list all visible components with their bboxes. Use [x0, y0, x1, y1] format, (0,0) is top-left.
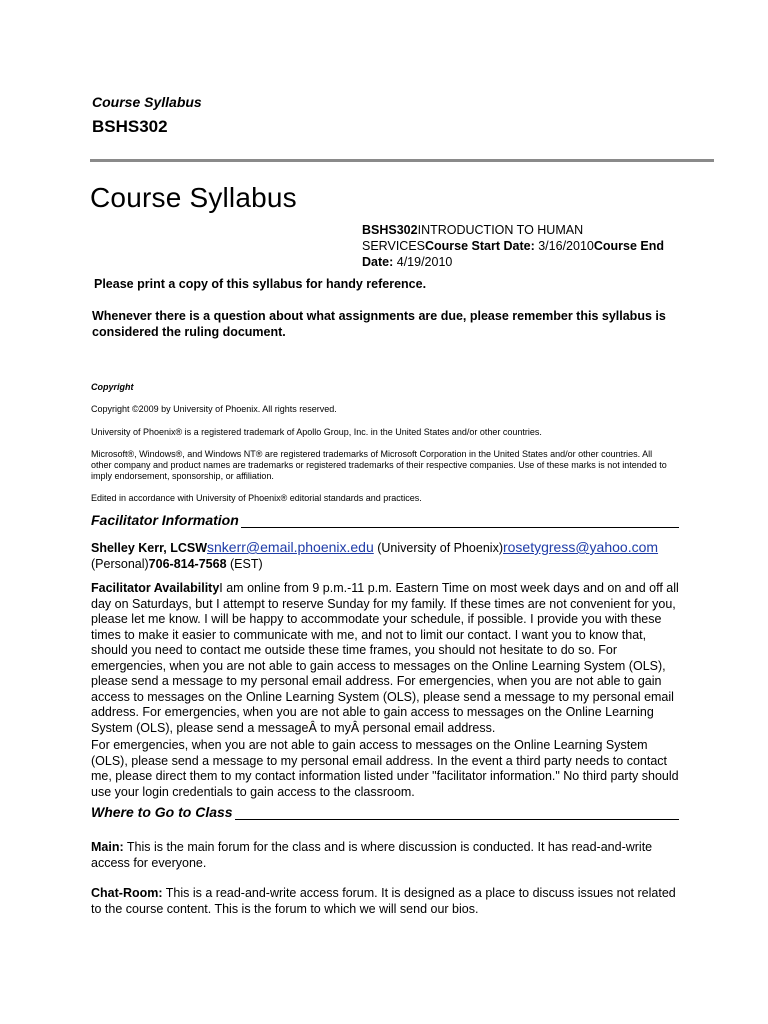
- where-heading: [91, 804, 679, 820]
- course-code: BSHS302: [362, 223, 418, 237]
- personal-note: (Personal): [91, 556, 149, 571]
- chat-text: This is a read-and-write access forum. It is designed as a place to discuss issues not related to the course content. This is the forum to which we will send our bios.: [91, 886, 676, 916]
- course-start-date: 3/16/2010: [538, 239, 594, 253]
- heading-underline: [235, 807, 679, 820]
- print-note: Please print a copy of this syllabus for handy reference.: [94, 277, 427, 291]
- where-heading-text: Where to Go to Class: [91, 804, 233, 820]
- timezone: (EST): [226, 556, 263, 571]
- facilitator-contact: [91, 540, 691, 572]
- ruling-note: Whenever there is a question about what assignments are due, please remember this syllabus is considered the ruling document.: [92, 309, 666, 339]
- microsoft-trademark-line: Microsoft®, Windows®, and Windows NT® are registered trademarks of Microsoft Corporation in the United States and/or other countries. All other company and product names are trademarks or registered trademarks of their respective companies. Use of these marks is not intended to imply endorsement, sponsorship, or affiliation.: [91, 449, 667, 481]
- editorial-line: Edited in accordance with University of Phoenix® editorial standards and practices.: [91, 493, 422, 503]
- header-divider: [90, 159, 714, 162]
- copyright-heading: Copyright: [91, 382, 134, 392]
- facilitator-name: Shelley Kerr, LCSW: [91, 541, 208, 555]
- main-text: This is the main forum for the class and is where discussion is conducted. It has read-and-write access for everyone.: [91, 840, 653, 870]
- emergency-paragraph: For emergencies, when you are not able to gain access to messages on the Online Learning System (OLS), please send a message to my personal email address. In the event a third party needs to contact me, please direct them to my contact information listed under "facilitator information." No third party should use your login credentials to gain access to the classroom.: [91, 738, 679, 799]
- trademark-line: University of Phoenix® is a registered trademark of Apollo Group, Inc. in the United States and/or other countries.: [91, 427, 542, 437]
- course-info: [362, 222, 682, 270]
- heading-underline: [241, 515, 679, 528]
- chat-room-paragraph: [91, 886, 679, 917]
- course-start-label: Course Start Date:: [425, 239, 535, 253]
- main-forum-paragraph: [91, 840, 679, 871]
- course-end-label: Course End Date:: [362, 239, 664, 269]
- availability-label: Facilitator Availability: [91, 581, 220, 595]
- page-title: Course Syllabus: [90, 182, 297, 213]
- copyright-line: Copyright ©2009 by University of Phoenix. All rights reserved.: [91, 404, 337, 414]
- chat-label: Chat-Room:: [91, 886, 163, 900]
- availability-paragraph: [91, 581, 679, 736]
- facilitator-heading: [91, 512, 679, 528]
- facilitator-heading-text: Facilitator Information: [91, 512, 239, 528]
- course-end-date: 4/19/2010: [396, 255, 453, 269]
- course-name: INTRODUCTION TO HUMAN SERVICES: [362, 223, 584, 253]
- availability-text: I am online from 9 p.m.-11 p.m. Eastern Time on most week days and on and off all day on Saturdays, but I attempt to reserve Sunday for my family. If these times are not convenient for you, please let me know. I will be happy to accommodate your schedule, if possible. I provide you with these times to make it easier to communicate with me, and not to limit our contact. I want you to know that, should you need to contact me outside these time frames, you should not hesitate to do so. For emergencies, when you are not able to gain access to messages on the Online Learning System (OLS), please send a message to my personal email address. For emergencies, when you are not able to gain access to messages on the Online Learning System (OLS), please send a message to my personal email address. For emergencies, when you are not able to gain access to messages on the Online Learning System (OLS), please send a messageÂ to myÂ personal email address.: [91, 581, 679, 735]
- personal-email-link[interactable]: rosetygress@yahoo.com: [502, 539, 659, 555]
- main-label: Main:: [91, 840, 124, 854]
- header-subtitle: Course Syllabus: [92, 94, 202, 110]
- header-course-code: BSHS302: [92, 117, 168, 136]
- facilitator-phone: 706-814-7568: [148, 556, 227, 571]
- facilitator-email-link[interactable]: snkerr@email.phoenix.edu: [207, 539, 374, 555]
- email-note: (University of Phoenix): [373, 541, 503, 555]
